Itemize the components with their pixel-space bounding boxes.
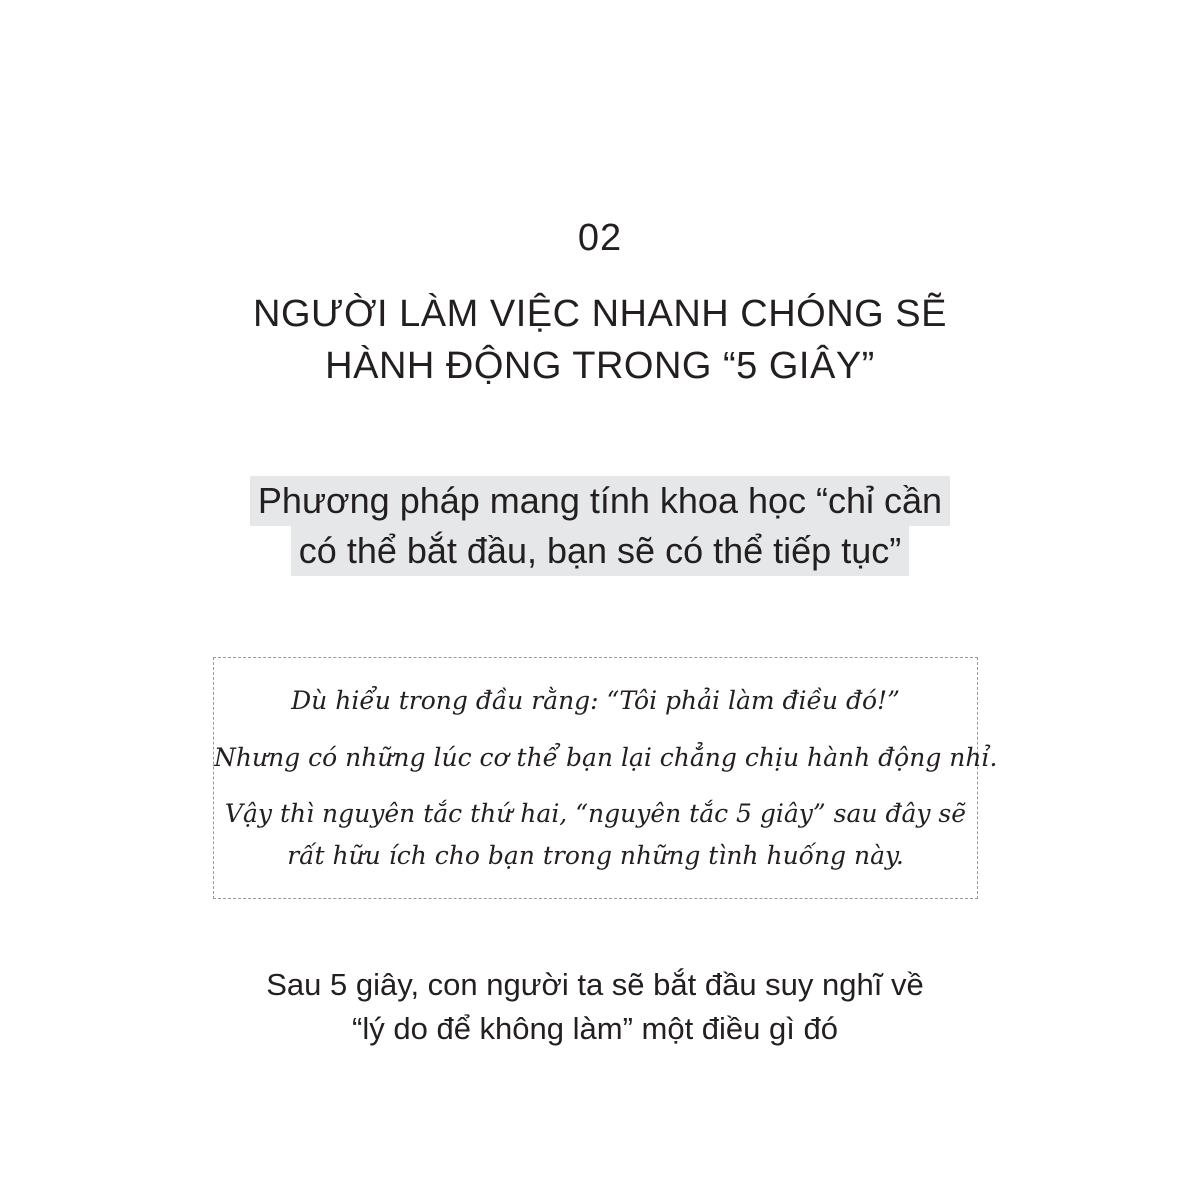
subtitle-line-1: Phương pháp mang tính khoa học “chỉ cần [250,476,950,526]
body-paragraph [150,963,1040,1051]
chapter-title-line-2: HÀNH ĐỘNG TRONG “5 GIÂY” [325,345,875,387]
note-line-1: Dù hiểu trong đầu rằng: “Tôi phải làm điều đó!” [291,686,900,715]
subtitle-line-2: có thể bắt đầu, bạn sẽ có thể tiếp tục” [291,526,909,576]
body-line-1: Sau 5 giây, con người ta sẽ bắt đầu suy nghĩ về [266,967,924,1002]
chapter-subtitle [150,476,1050,576]
handwritten-note-box [213,657,998,899]
chapter-title [150,288,1050,392]
note-line-3: Vậy thì nguyên tắc thứ hai, “nguyên tắc 5 giây” sau đây sẽ [224,799,967,828]
chapter-number: 02 [577,217,623,259]
body-line-2: “lý do để không làm” một điều gì đó [352,1011,838,1046]
chapter-title-line-1: NGƯỜI LÀM VIỆC NHANH CHÓNG SẼ [253,293,947,335]
note-line-2: Nhưng có những lúc cơ thể bạn lại chẳng chịu hành động nhỉ. [214,743,998,772]
note-line-4: rất hữu ích cho bạn trong những tình huống này. [287,841,904,870]
